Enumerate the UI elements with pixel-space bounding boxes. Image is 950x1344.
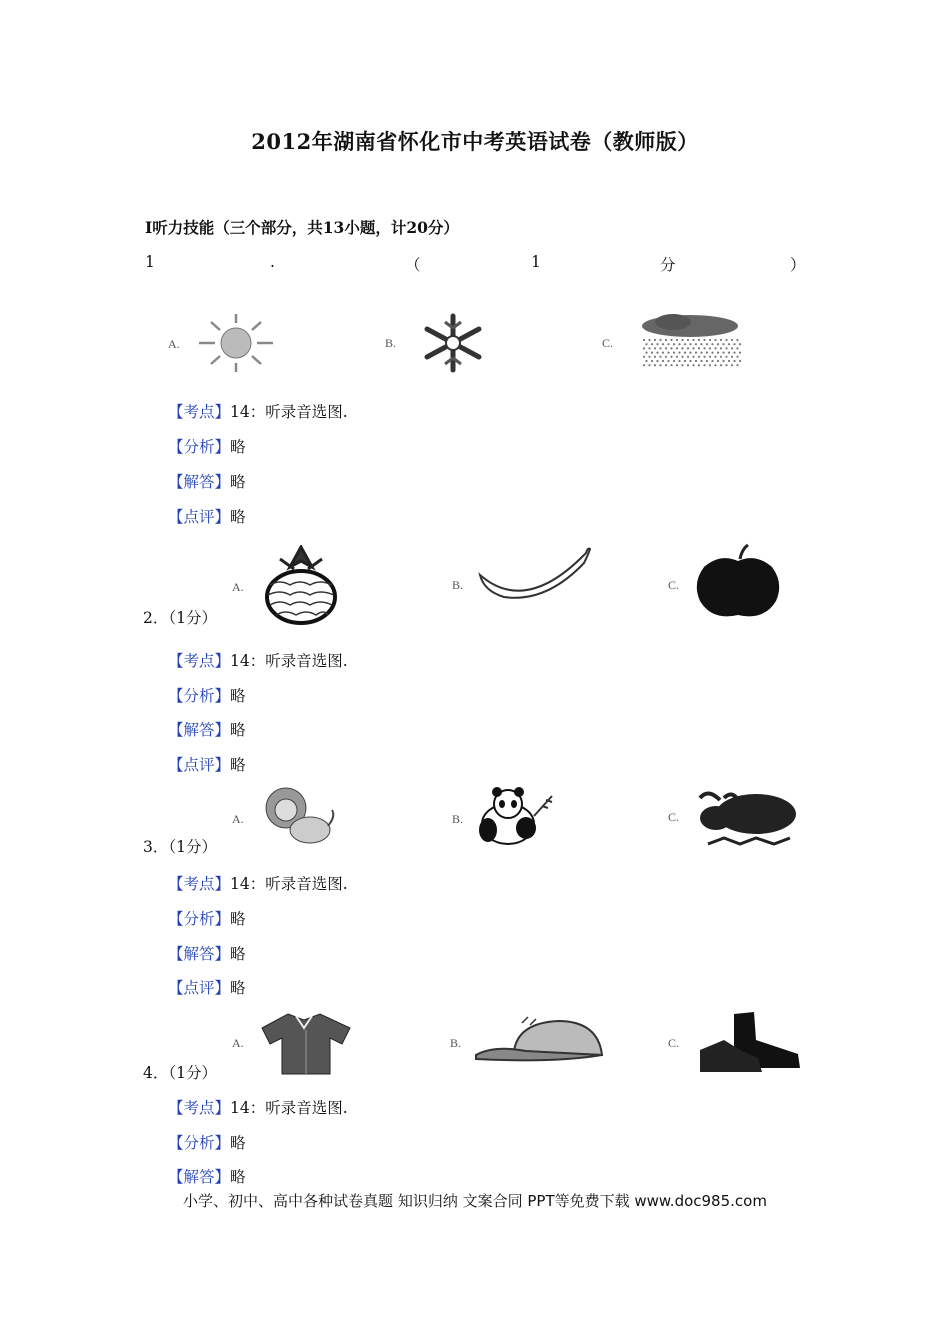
q3-kaodian: [168, 872, 348, 894]
q2-option-b-letter: B.: [452, 578, 464, 592]
fenxi-text: 略: [230, 687, 246, 705]
q1-option-c-letter: C.: [602, 336, 614, 350]
fenxi-label: 【分析】: [168, 438, 231, 456]
q2-kaodian: [168, 649, 348, 671]
kaodian-text: 14：听录音选图.: [230, 1099, 348, 1117]
jieda-text: 略: [230, 945, 246, 963]
kaodian-text: 14：听录音选图.: [230, 875, 348, 893]
kaodian-text: 14：听录音选图.: [230, 652, 348, 670]
buffalo-icon: [694, 786, 804, 850]
dianping-text: 略: [230, 756, 246, 774]
section-heading: Ⅰ听力技能（三个部分，共13小题，计20分）: [145, 218, 459, 237]
page-title: 2012年湖南省怀化市中考英语试卷（教师版）: [251, 129, 699, 154]
q1-option-b-letter: B.: [385, 336, 397, 350]
q4-option-c-letter: C.: [668, 1036, 680, 1050]
dianping-label: 【点评】: [168, 756, 231, 774]
q3-dianping: [168, 976, 246, 998]
fenxi-label: 【分析】: [168, 687, 231, 705]
apple-icon: [690, 543, 786, 621]
q2-dianping: [168, 753, 246, 775]
q1-jieda: [168, 470, 246, 492]
jieda-label: 【解答】: [168, 1168, 231, 1186]
cap-icon: [474, 1015, 608, 1065]
page-footer: 小学、初中、高中各种试卷真题 知识归纳 文案合同 PPT等免费下载 www.doc985.com: [183, 1192, 767, 1210]
q1-fenxi: [168, 435, 246, 457]
question-1-unit: 分: [660, 256, 676, 274]
q4-kaodian: [168, 1096, 348, 1118]
jieda-label: 【解答】: [168, 473, 231, 491]
kaodian-label: 【考点】: [168, 875, 231, 893]
jieda-text: 略: [230, 721, 246, 739]
kaodian-text: 14：听录音选图.: [230, 403, 348, 421]
dianping-text: 略: [230, 508, 246, 526]
pineapple-icon: [260, 545, 342, 625]
kaodian-label: 【考点】: [168, 403, 231, 421]
fenxi-label: 【分析】: [168, 910, 231, 928]
q3-option-b-letter: B.: [452, 812, 464, 826]
shoes-icon: [694, 1010, 806, 1076]
lion-icon: [258, 786, 338, 848]
q2-jieda: [168, 718, 246, 740]
jieda-label: 【解答】: [168, 721, 231, 739]
banana-icon: [476, 545, 594, 607]
q2-option-c-letter: C.: [668, 578, 680, 592]
q4-fenxi: [168, 1131, 246, 1153]
jieda-label: 【解答】: [168, 945, 231, 963]
dianping-label: 【点评】: [168, 979, 231, 997]
q4-jieda: [168, 1165, 246, 1187]
dianping-text: 略: [230, 979, 246, 997]
q4-option-b-letter: B.: [450, 1036, 462, 1050]
q3-option-a-letter: A.: [232, 812, 244, 826]
question-1-open-paren: （: [405, 256, 421, 274]
question-1-number: 1: [145, 253, 155, 271]
question-4-label: 4．（1分）: [143, 1064, 217, 1082]
q1-dianping: [168, 505, 246, 527]
snowflake-icon: [413, 312, 493, 374]
jieda-text: 略: [230, 1168, 246, 1186]
q4-option-a-letter: A.: [232, 1036, 244, 1050]
q3-option-c-letter: C.: [668, 810, 680, 824]
dianping-label: 【点评】: [168, 508, 231, 526]
q1-kaodian: [168, 400, 348, 422]
q2-fenxi: [168, 684, 246, 706]
question-1-close-paren: ）: [790, 256, 806, 274]
fenxi-text: 略: [230, 1134, 246, 1152]
q3-jieda: [168, 942, 246, 964]
question-1-dot: .: [270, 253, 275, 271]
q1-option-a-letter: A.: [168, 337, 180, 351]
fenxi-text: 略: [230, 910, 246, 928]
question-2-label: 2．（1分）: [143, 609, 217, 627]
shirt-icon: [258, 1010, 354, 1076]
question-1-score: 1: [531, 253, 541, 271]
sun-icon: [195, 312, 277, 374]
hail-cloud-icon: [638, 312, 743, 370]
fenxi-label: 【分析】: [168, 1134, 231, 1152]
kaodian-label: 【考点】: [168, 652, 231, 670]
q3-fenxi: [168, 907, 246, 929]
panda-icon: [474, 786, 558, 848]
question-3-label: 3．（1分）: [143, 838, 217, 856]
q2-option-a-letter: A.: [232, 580, 244, 594]
fenxi-text: 略: [230, 438, 246, 456]
jieda-text: 略: [230, 473, 246, 491]
kaodian-label: 【考点】: [168, 1099, 231, 1117]
